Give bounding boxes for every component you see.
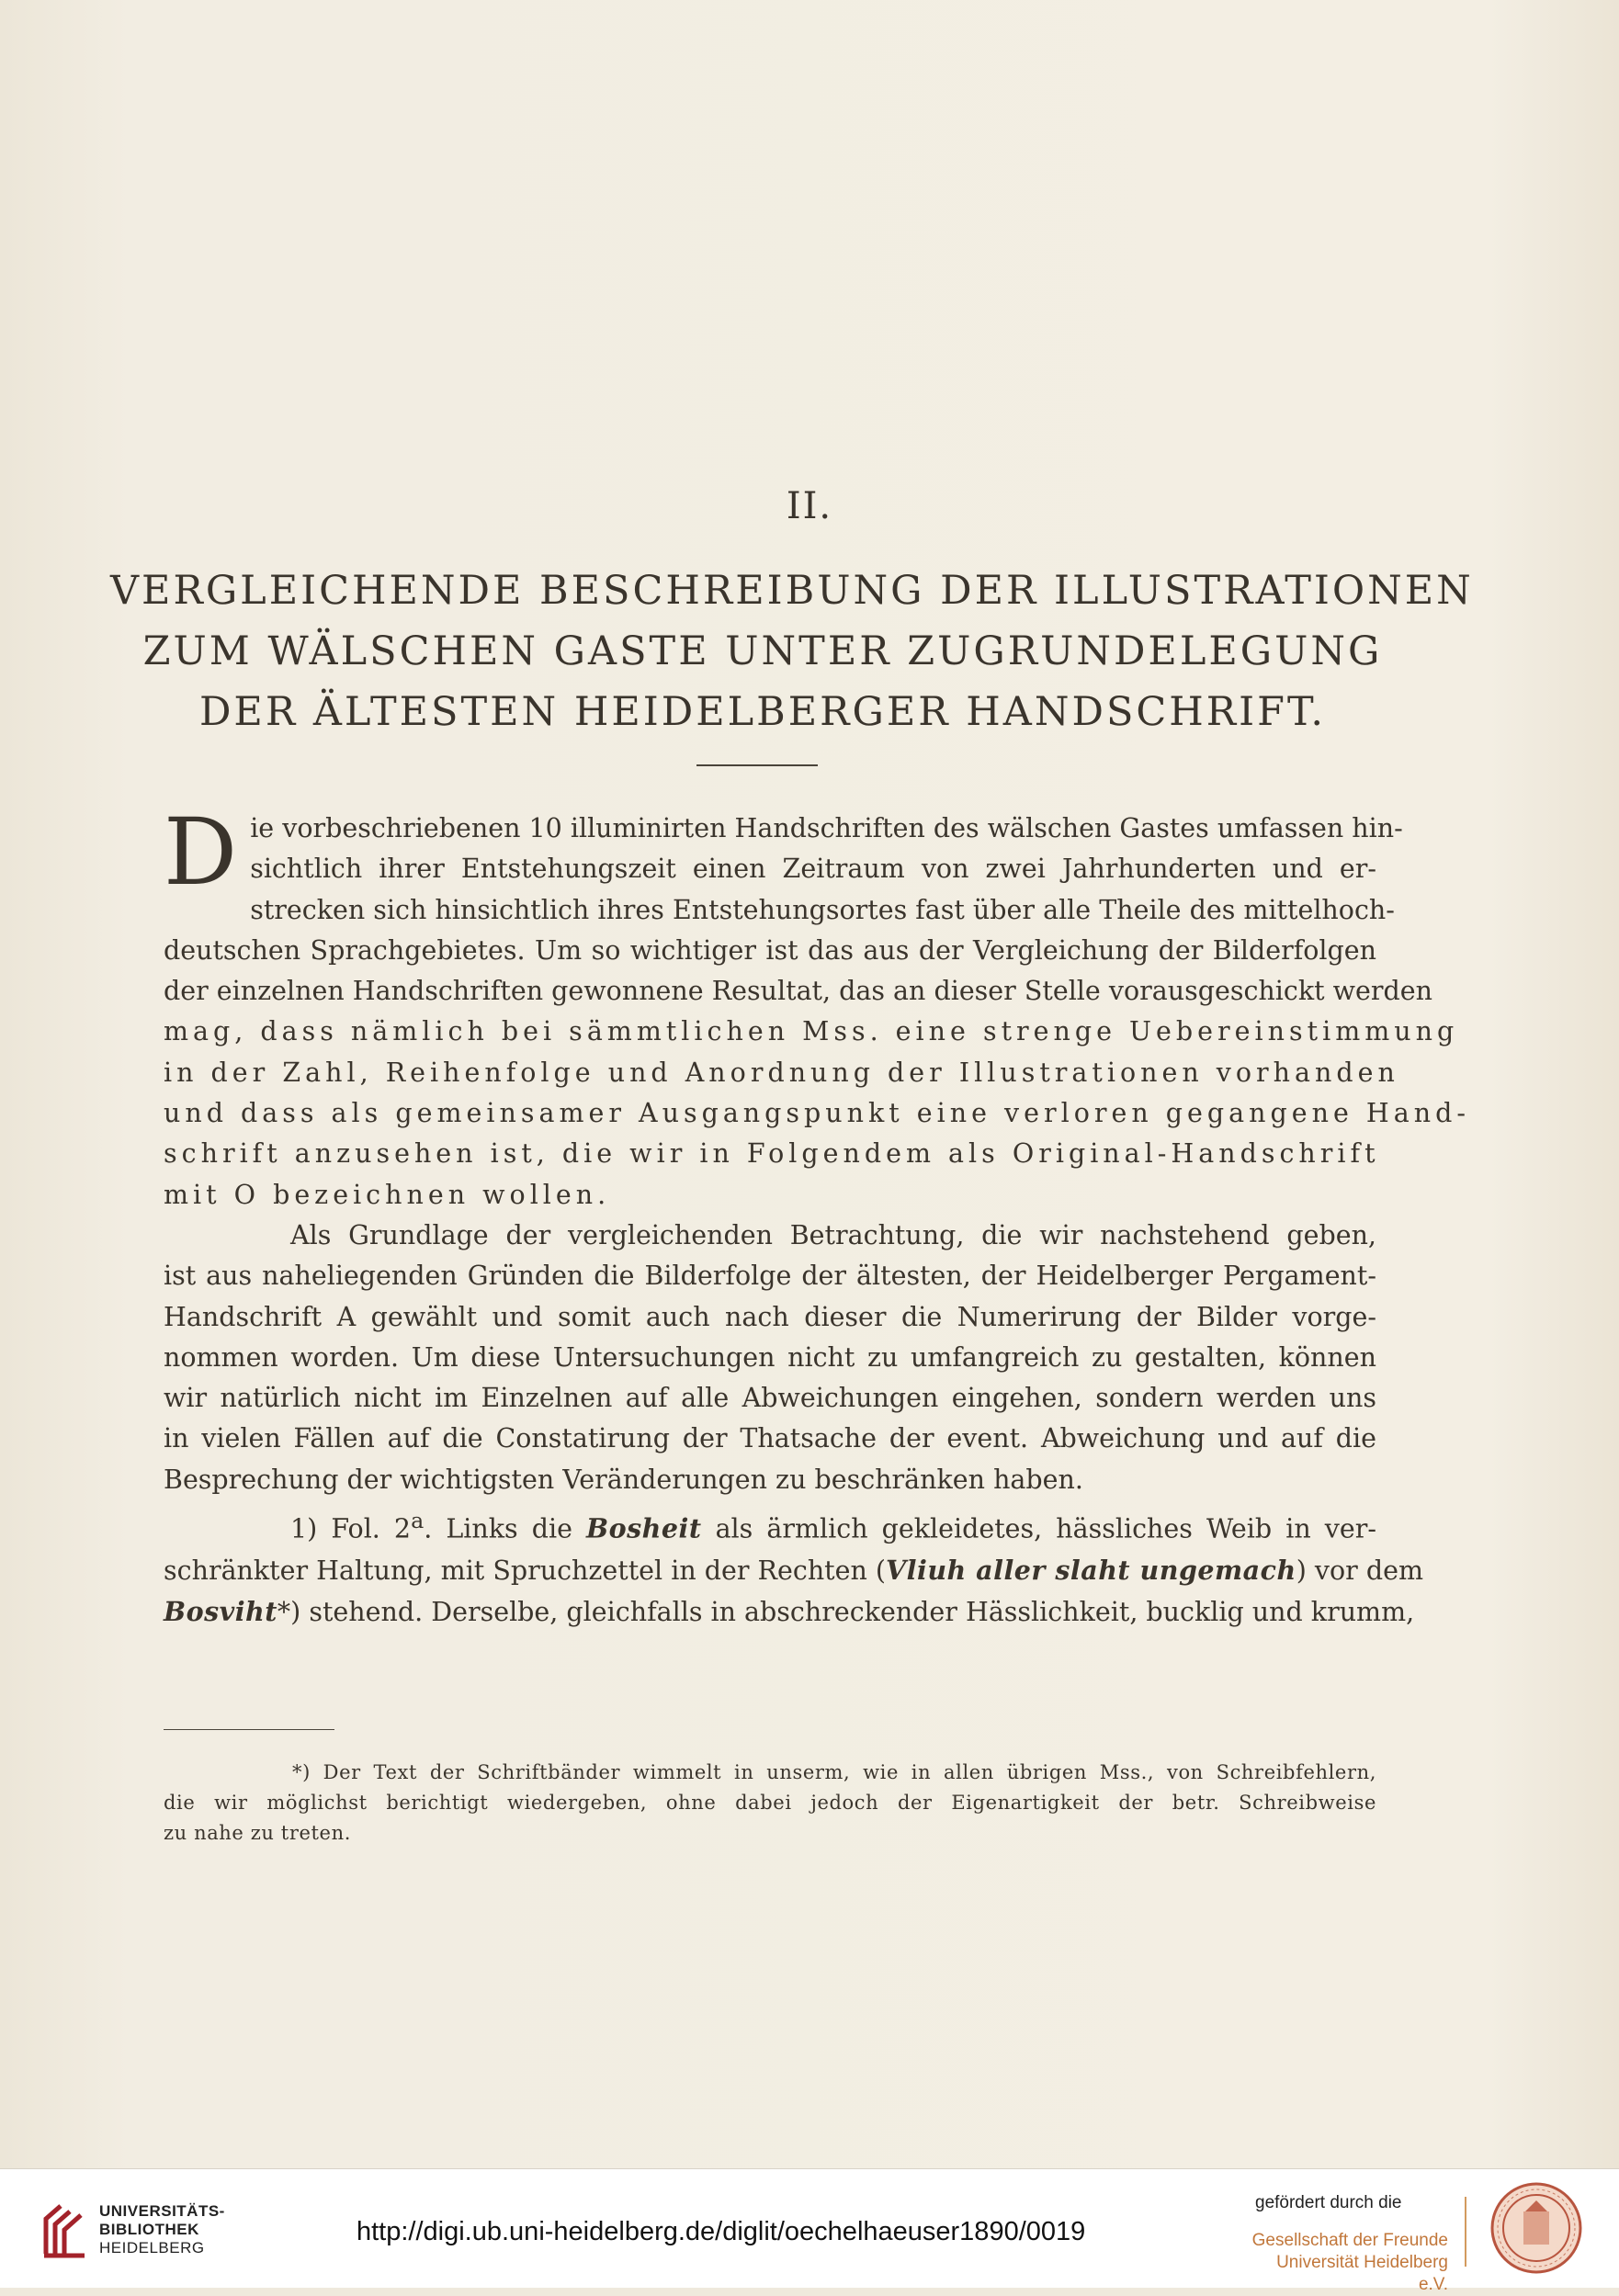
text-segment: *) stehend. Derselbe, gleichfalls in abschreckender Hässlichkeit, bucklig und krumm, bbox=[277, 1597, 1415, 1628]
sponsor-caption: gefördert durch die bbox=[1255, 2193, 1402, 2212]
text-line: der einzelnen Handschriften gewonnene Resultat, das an dieser Stelle vorausgeschickt werden bbox=[164, 976, 1432, 1007]
footnote-line: zu nahe zu treten. bbox=[164, 1822, 351, 1844]
text-line: schrift anzusehen ist, die wir in Folgendem als Original-Handschrift bbox=[164, 1138, 1380, 1170]
library-name-line: HEIDELBERG bbox=[99, 2239, 205, 2256]
text-line bbox=[164, 1550, 1423, 1591]
body-text bbox=[164, 798, 1470, 1633]
paragraph-3 bbox=[164, 1500, 1423, 1633]
gothic-term: Bosheit bbox=[586, 1512, 702, 1544]
text-line: sichtlich ihrer Entstehungszeit einen Zeitraum von zwei Jahrhunderten und er- bbox=[250, 854, 1376, 885]
superscript: a bbox=[411, 1508, 425, 1534]
text-segment: . Links die bbox=[424, 1513, 586, 1544]
library-logo-icon bbox=[40, 2199, 90, 2259]
footnote-line: *) Der Text der Schriftbänder wimmelt in unserm, wie in allen übrigen Mss., von Schreibfehlern, bbox=[292, 1761, 1376, 1783]
gothic-term: Vliuh aller slaht ungemach bbox=[886, 1554, 1296, 1586]
text-line: wir natürlich nicht im Einzelnen auf alle Abweichungen eingehen, sondern werden uns bbox=[164, 1383, 1376, 1414]
library-name bbox=[99, 2202, 225, 2257]
permalink[interactable]: http://digi.ub.uni-heidelberg.de/diglit/oechelhaeuser1890/0019 bbox=[357, 2217, 1086, 2246]
library-name-line: BIBLIOTHEK bbox=[99, 2221, 199, 2238]
title-divider bbox=[696, 764, 818, 766]
text-segment: schränkter Haltung, mit Spruchzettel in der Rechten ( bbox=[164, 1555, 887, 1586]
text-line: strecken sich hinsichtlich ihres Entstehungsortes fast über alle Theile des mittelhoch- bbox=[250, 894, 1395, 925]
chapter-title bbox=[110, 560, 1474, 742]
text-line: ie vorbeschriebenen 10 illuminirten Handschriften des wälschen Gastes umfassen hin- bbox=[250, 813, 1403, 843]
text-segment: 1) Fol. 2 bbox=[290, 1513, 412, 1544]
text-line bbox=[164, 1500, 1376, 1550]
paragraph-1 bbox=[164, 798, 1470, 1216]
digitization-footer bbox=[0, 2168, 1619, 2294]
sponsor-line: Universität Heidelberg e.V. bbox=[1276, 2253, 1448, 2294]
title-line: ZUM WÄLSCHEN GASTE UNTER ZUGRUNDELEGUNG bbox=[142, 628, 1383, 674]
text-line bbox=[164, 1591, 1415, 1633]
text-line: deutschen Sprachgebietes. Um so wichtiger ist das aus der Vergleichung der Bilderfolgen bbox=[164, 934, 1376, 966]
text-line: und dass als gemeinsamer Ausgangspunkt eine verloren gegangene Hand- bbox=[164, 1098, 1470, 1129]
sponsor-line: Gesellschaft der Freunde bbox=[1251, 2231, 1448, 2250]
text-line: Handschrift A gewählt und somit auch nach dieser die Numerirung der Bilder vorge- bbox=[164, 1301, 1376, 1332]
text-line: mag, dass nämlich bei sämmtlichen Mss. eine strenge Uebereinstimmung bbox=[164, 1016, 1459, 1047]
title-line: VERGLEICHENDE BESCHREIBUNG DER ILLUSTRATIONEN bbox=[110, 568, 1474, 614]
footer-separator bbox=[1465, 2197, 1466, 2267]
chapter-number: II. bbox=[786, 485, 833, 527]
footnote-divider bbox=[164, 1729, 334, 1730]
library-name-line: UNIVERSITÄTS- bbox=[99, 2202, 225, 2220]
text-segment: ) vor dem bbox=[1296, 1555, 1423, 1586]
text-line: Als Grundlage der vergleichenden Betrachtung, die wir nachstehend geben, bbox=[290, 1219, 1376, 1250]
footnote-line: die wir möglichst berichtigt wiedergeben, ohne dabei jedoch der Eigenartigkeit der betr. Schreibweise bbox=[164, 1792, 1376, 1814]
footnote bbox=[164, 1758, 1376, 1849]
title-line: DER ÄLTESTEN HEIDELBERGER HANDSCHRIFT. bbox=[198, 689, 1327, 735]
sponsor-name bbox=[1248, 2230, 1448, 2296]
university-seal-icon bbox=[1489, 2180, 1584, 2276]
gothic-term: Bosviht bbox=[164, 1596, 277, 1628]
text-line: ist aus naheliegenden Gründen die Bilderfolge der ältesten, der Heidelberger Pergament- bbox=[164, 1261, 1376, 1292]
text-segment: als ärmlich gekleidetes, hässliches Weib in ver- bbox=[701, 1513, 1376, 1544]
paragraph-2 bbox=[164, 1216, 1376, 1500]
text-line: nommen worden. Um diese Untersuchungen nicht zu umfangreich zu gestalten, können bbox=[164, 1341, 1376, 1373]
text-line: mit O bezeichnen wollen. bbox=[164, 1179, 611, 1210]
text-line: in der Zahl, Reihenfolge und Anordnung der Illustrationen vorhanden bbox=[164, 1057, 1399, 1088]
text-line: in vielen Fällen auf die Constatirung der Thatsache der event. Abweichung und auf die bbox=[164, 1423, 1376, 1454]
drop-cap: D bbox=[164, 798, 238, 906]
text-line: Besprechung der wichtigsten Veränderungen zu beschränken haben. bbox=[164, 1464, 1083, 1495]
